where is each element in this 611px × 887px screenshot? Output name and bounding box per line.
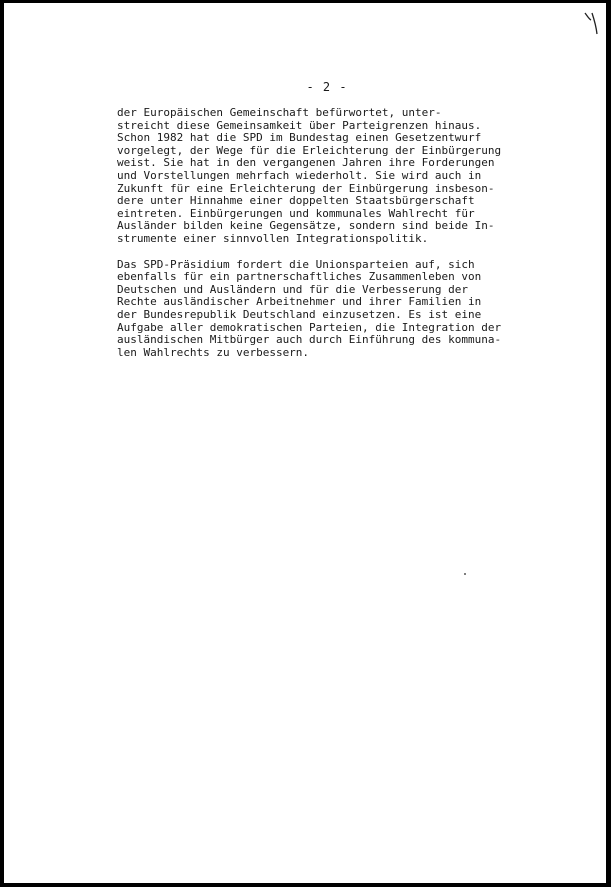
text-line: Zukunft für eine Erleichterung der Einbürgerung insbeson- [117,181,495,195]
text-line: ausländischen Mitbürger auch durch Einführung des kommuna- [117,333,502,347]
text-line: weist. Sie hat in den vergangenen Jahren ihre Forderungen [117,156,495,170]
scan-speck [464,573,466,575]
text-line: Aufgabe aller demokratischen Parteien, die Integration der [117,320,502,334]
text-line: vorgelegt, der Wege für die Erleichterung der Einbürgerung [117,143,502,157]
text-line: Rechte ausländischer Arbeitnehmer und ihrer Familien in [117,295,482,309]
paragraph-1 [117,107,557,246]
text-line: len Wahlrechts zu verbessern. [117,345,310,359]
text-line: strumente einer sinnvollen Integrationspolitik. [117,231,429,245]
paragraph-2 [117,259,557,360]
text-line: dere unter Hinnahme einer doppelten Staatsbürgerschaft [117,194,475,208]
corner-pen-mark-icon [582,9,600,37]
text-line: eintreten. Einbürgerungen und kommunales Wahlrecht für [117,206,475,220]
text-line: der Europäischen Gemeinschaft befürwortet, unter- [117,106,442,119]
text-line: Ausländer bilden keine Gegensätze, sondern sind beide In- [117,219,495,233]
page-number: - 2 - [306,80,348,94]
text-line: Das SPD-Präsidium fordert die Unionsparteien auf, sich [117,257,475,271]
text-line: streicht diese Gemeinsamkeit über Parteigrenzen hinaus. [117,118,482,132]
text-line: Deutschen und Ausländern und für die Verbesserung der [117,282,468,296]
text-line: der Bundesrepublik Deutschland einzusetzen. Es ist eine [117,307,482,321]
text-line: Schon 1982 hat die SPD im Bundestag einen Gesetzentwurf [117,131,482,145]
text-line: ebenfalls für ein partnerschaftliches Zusammenleben von [117,270,482,284]
document-body [117,107,557,372]
text-line: und Vorstellungen mehrfach wiederholt. Sie wird auch in [117,168,482,182]
document-page [4,3,606,883]
